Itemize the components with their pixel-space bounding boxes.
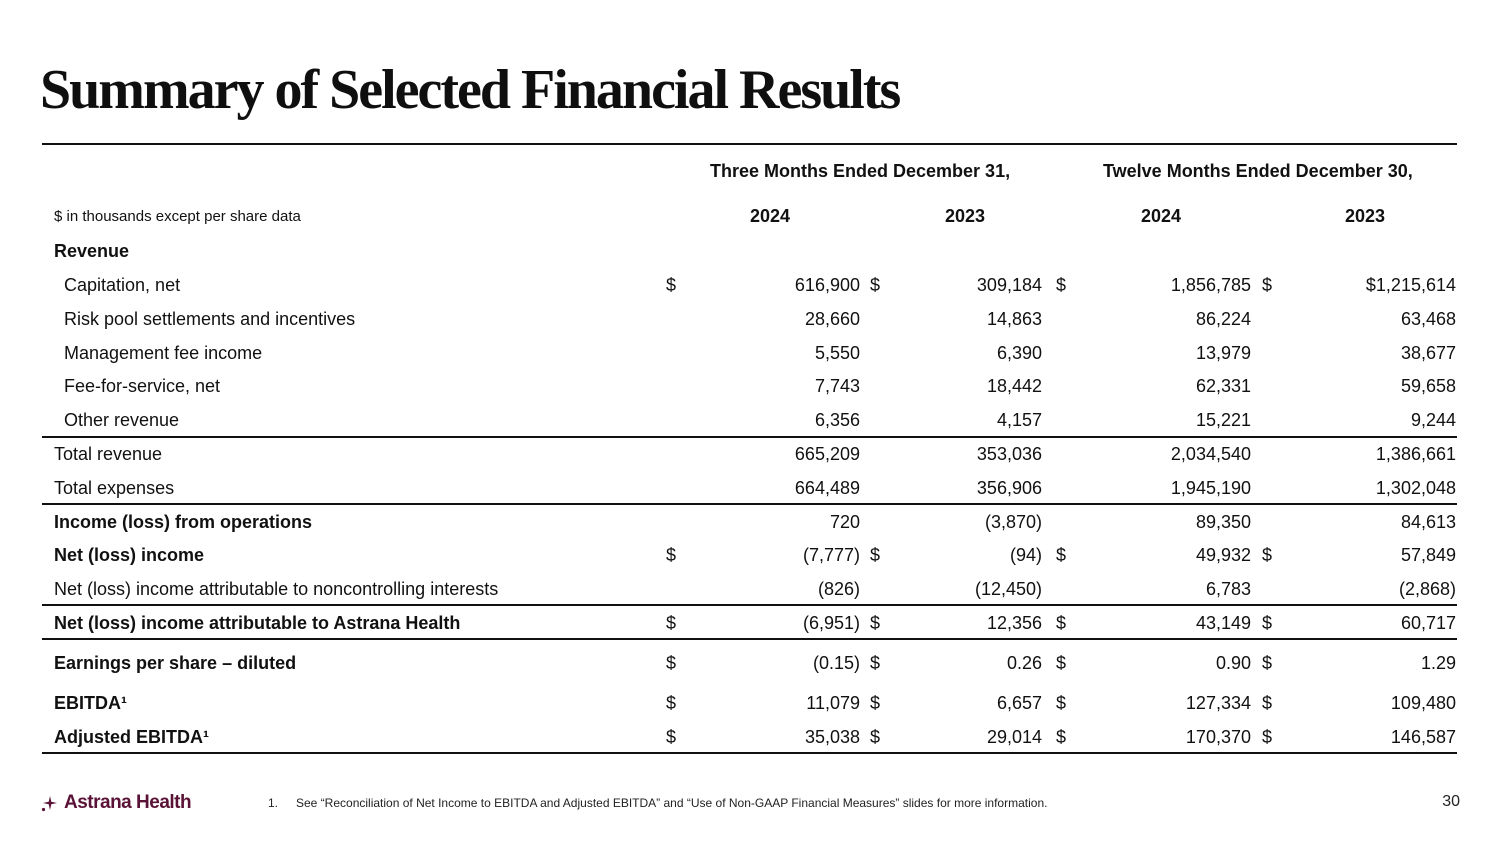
dollar-sign: $	[666, 545, 677, 565]
table-cell: 127,334	[1185, 693, 1251, 713]
row-label: Net (loss) income attributable to noncontrolling interests	[54, 579, 499, 599]
row-label: Fee-for-service, net	[64, 376, 221, 396]
table-cell: 1,386,661	[1375, 444, 1456, 464]
header-twelve-months: Twelve Months Ended December 30,	[1103, 161, 1413, 181]
table-cell: 146,587	[1390, 727, 1456, 747]
title-divider	[42, 143, 1457, 145]
table-cell: 62,331	[1195, 376, 1251, 396]
table-cell: 616,900	[794, 275, 860, 295]
table-cell: 38,677	[1400, 343, 1456, 363]
footnote	[268, 796, 1047, 810]
table-cell: 59,658	[1400, 376, 1456, 396]
header-three-months: Three Months Ended December 31,	[710, 161, 1011, 181]
dollar-sign: $	[666, 613, 677, 633]
table-cell: 86,224	[1195, 309, 1251, 329]
row-divider	[42, 638, 1457, 640]
table-cell: 309,184	[976, 275, 1042, 295]
row-divider	[42, 503, 1457, 505]
dollar-sign: $	[666, 727, 677, 747]
dollar-sign: $	[666, 693, 677, 713]
table-cell: 356,906	[976, 478, 1042, 498]
table-cell: 6,657	[996, 693, 1042, 713]
dollar-sign: $	[870, 613, 881, 633]
year-header: 2024	[750, 206, 791, 226]
footnote-number: 1.	[268, 796, 279, 810]
table-cell: 89,350	[1195, 512, 1251, 532]
page-number: 30	[1442, 793, 1460, 810]
table-cell: 353,036	[976, 444, 1042, 464]
row-label: Income (loss) from operations	[54, 512, 313, 532]
table-cell: (2,868)	[1398, 579, 1456, 599]
row-label: Management fee income	[64, 343, 263, 363]
table-cell: 60,717	[1400, 613, 1456, 633]
table-cell: 6,356	[814, 410, 860, 430]
dollar-sign: $	[1056, 693, 1067, 713]
table-cell: 9,244	[1410, 410, 1456, 430]
table-cell: 6,783	[1205, 579, 1251, 599]
table-cell: 664,489	[794, 478, 860, 498]
table-cell: 18,442	[986, 376, 1042, 396]
table-cell: 84,613	[1400, 512, 1456, 532]
table-cell: 0.26	[1006, 653, 1042, 673]
dollar-sign: $	[1262, 545, 1273, 565]
astrana-logo	[40, 792, 191, 814]
row-label: Total revenue	[54, 444, 163, 464]
row-label: Total expenses	[54, 478, 175, 498]
dollar-sign: $	[1262, 275, 1273, 295]
dollar-sign: $	[870, 545, 881, 565]
table-cell: 109,480	[1390, 693, 1456, 713]
table-cell: 11,079	[806, 693, 860, 713]
table-cell: 5,550	[814, 343, 860, 363]
dollar-sign: $	[666, 275, 677, 295]
table-cell: 7,743	[814, 376, 860, 396]
dollar-sign: $	[870, 727, 881, 747]
dollar-sign: $	[870, 653, 881, 673]
table-cell: 35,038	[804, 727, 860, 747]
page-title: Summary of Selected Financial Results	[40, 59, 900, 121]
dollar-sign: $	[1056, 275, 1067, 295]
table-cell: 1.29	[1420, 653, 1456, 673]
dollar-sign: $	[1262, 613, 1273, 633]
table-cell: (826)	[817, 579, 860, 599]
table-cell: 14,863	[986, 309, 1042, 329]
logo-text: Astrana Health	[64, 792, 192, 813]
year-header: 2024	[1141, 206, 1182, 226]
table-cell: 2,034,540	[1170, 444, 1251, 464]
dollar-sign: $	[870, 275, 881, 295]
table-cell: 0.90	[1215, 653, 1251, 673]
table-cell: 13,979	[1195, 343, 1251, 363]
dollar-sign: $	[1262, 727, 1273, 747]
table-cell: 29,014	[986, 727, 1042, 747]
table-cell: 6,390	[996, 343, 1042, 363]
row-divider	[42, 436, 1457, 438]
footnote-text: See “Reconciliation of Net Income to EBITDA and Adjusted EBITDA” and “Use of Non-GAAP Financial Measures” slides for more information.	[296, 796, 1048, 810]
table-cell: (12,450)	[974, 579, 1042, 599]
table-cell: (7,777)	[802, 545, 860, 565]
row-divider	[42, 604, 1457, 606]
dollar-sign: $	[1056, 653, 1067, 673]
astrana-star-icon	[40, 793, 60, 813]
dollar-sign: $	[1056, 545, 1067, 565]
year-header: 2023	[1345, 206, 1386, 226]
table-cell: 4,157	[996, 410, 1042, 430]
row-label: Net (loss) income	[54, 545, 205, 565]
table-cell: 43,149	[1195, 613, 1251, 633]
row-label: Earnings per share – diluted	[54, 653, 297, 673]
table-cell: 57,849	[1400, 545, 1456, 565]
dollar-sign: $	[870, 693, 881, 713]
table-cell: 720	[829, 512, 860, 532]
year-header: 2023	[945, 206, 986, 226]
row-label: Capitation, net	[64, 275, 181, 295]
row-label: Risk pool settlements and incentives	[64, 309, 356, 329]
table-cell: 1,856,785	[1170, 275, 1251, 295]
table-cell: 12,356	[986, 613, 1042, 633]
table-bottom-rule	[42, 752, 1457, 754]
table-cell: 63,468	[1400, 309, 1456, 329]
table-cell: 665,209	[794, 444, 860, 464]
row-label: Revenue	[54, 241, 130, 261]
table-cell: (6,951)	[802, 613, 860, 633]
table-cell: (3,870)	[984, 512, 1042, 532]
dollar-sign: $	[666, 653, 677, 673]
table-cell: (94)	[1009, 545, 1042, 565]
table-cell: 15,221	[1195, 410, 1251, 430]
dollar-sign: $	[1262, 653, 1273, 673]
dollar-sign: $	[1056, 613, 1067, 633]
row-label: EBITDA¹	[54, 693, 127, 713]
dollar-sign: $	[1262, 693, 1273, 713]
table-cell: 170,370	[1185, 727, 1251, 747]
table-cell: (0.15)	[812, 653, 860, 673]
row-label: Net (loss) income attributable to Astrana Health	[54, 613, 461, 633]
row-label: Adjusted EBITDA¹	[54, 727, 209, 747]
table-cell: 49,932	[1195, 545, 1251, 565]
units-note: $ in thousands except per share data	[54, 208, 301, 225]
table-cell: 1,945,190	[1170, 478, 1251, 498]
table-cell: $1,215,614	[1365, 275, 1456, 295]
dollar-sign: $	[1056, 727, 1067, 747]
table-cell: 1,302,048	[1375, 478, 1456, 498]
table-cell: 28,660	[804, 309, 860, 329]
row-label: Other revenue	[64, 410, 180, 430]
